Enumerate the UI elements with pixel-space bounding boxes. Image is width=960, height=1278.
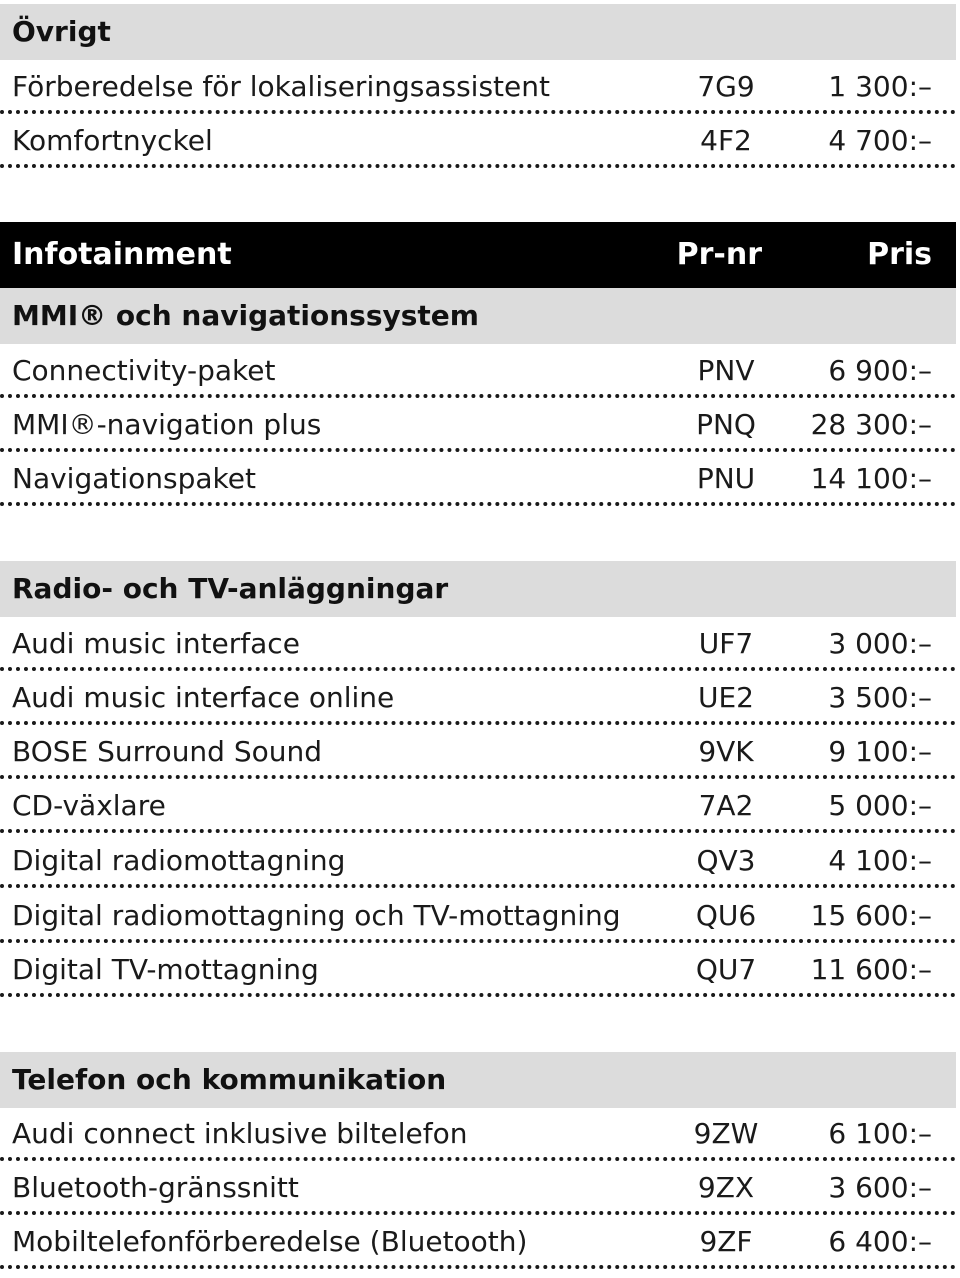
table-row <box>0 889 956 943</box>
option-price: 14 100:– <box>810 462 932 495</box>
table-row <box>0 943 956 997</box>
option-name: Audi music interface online <box>12 681 395 714</box>
option-code: UE2 <box>698 681 754 714</box>
table-row <box>0 1215 956 1269</box>
option-name: Förberedelse för lokaliseringsassistent <box>12 70 550 103</box>
option-code: 4F2 <box>700 124 752 157</box>
table-row <box>0 452 956 506</box>
table-row <box>0 617 956 671</box>
table-row <box>0 671 956 725</box>
option-code: QU6 <box>695 899 757 932</box>
option-price: 4 700:– <box>828 124 932 157</box>
option-name: CD-växlare <box>12 789 166 822</box>
table-row <box>0 1107 956 1161</box>
option-name: Connectivity-paket <box>12 354 276 387</box>
table-row <box>0 725 956 779</box>
option-code: 9ZF <box>699 1225 753 1258</box>
option-price: 3 500:– <box>828 681 932 714</box>
table-row <box>0 398 956 452</box>
option-name: Mobiltelefonförberedelse (Bluetooth) <box>12 1225 528 1258</box>
option-code: 9VK <box>698 735 754 768</box>
option-code: PNQ <box>696 408 756 441</box>
option-price: 15 600:– <box>810 899 932 932</box>
table-row <box>0 60 956 114</box>
option-price: 5 000:– <box>828 789 932 822</box>
option-price: 9 100:– <box>828 735 932 768</box>
option-code: 7A2 <box>698 789 754 822</box>
option-name: Bluetooth-gränssnitt <box>12 1171 299 1204</box>
option-code: PNU <box>696 462 756 495</box>
option-name: BOSE Surround Sound <box>12 735 323 768</box>
header-price-column: Pris <box>867 237 932 272</box>
table-row <box>0 779 956 833</box>
table-row <box>0 114 956 168</box>
section-header-telefon: Telefon och kommunikation <box>0 1052 956 1108</box>
option-price: 4 100:– <box>828 844 932 877</box>
option-name: Navigationspaket <box>12 462 256 495</box>
option-code: UF7 <box>698 627 754 660</box>
option-price: 6 100:– <box>828 1117 932 1150</box>
option-price: 6 900:– <box>828 354 932 387</box>
option-price: 11 600:– <box>810 953 932 986</box>
option-price: 3 600:– <box>828 1171 932 1204</box>
option-name: Audi music interface <box>12 627 300 660</box>
option-code: 7G9 <box>697 70 755 103</box>
option-name: Komfortnyckel <box>12 124 213 157</box>
option-name: MMI®-navigation plus <box>12 408 322 441</box>
section-header-mmi: MMI® och navigationssystem <box>0 288 956 344</box>
option-price: 28 300:– <box>810 408 932 441</box>
table-row <box>0 834 956 888</box>
header-code-column: Pr-nr <box>676 237 762 272</box>
option-code: PNV <box>697 354 755 387</box>
option-name: Digital TV-mottagning <box>12 953 319 986</box>
option-code: 9ZW <box>693 1117 759 1150</box>
table-header-infotainment <box>0 222 956 288</box>
option-price: 6 400:– <box>828 1225 932 1258</box>
option-name: Audi connect inklusive biltelefon <box>12 1117 468 1150</box>
table-row <box>0 1161 956 1215</box>
header-title: Infotainment <box>12 237 232 272</box>
option-price: 1 300:– <box>828 70 932 103</box>
section-header-ovrigt: Övrigt <box>0 4 956 60</box>
option-price: 3 000:– <box>828 627 932 660</box>
table-row <box>0 344 956 398</box>
option-code: QU7 <box>695 953 757 986</box>
option-name: Digital radiomottagning och TV-mottagning <box>12 899 621 932</box>
option-name: Digital radiomottagning <box>12 844 346 877</box>
section-header-radio: Radio- och TV-anläggningar <box>0 561 956 617</box>
option-code: QV3 <box>696 844 756 877</box>
option-code: 9ZX <box>697 1171 755 1204</box>
